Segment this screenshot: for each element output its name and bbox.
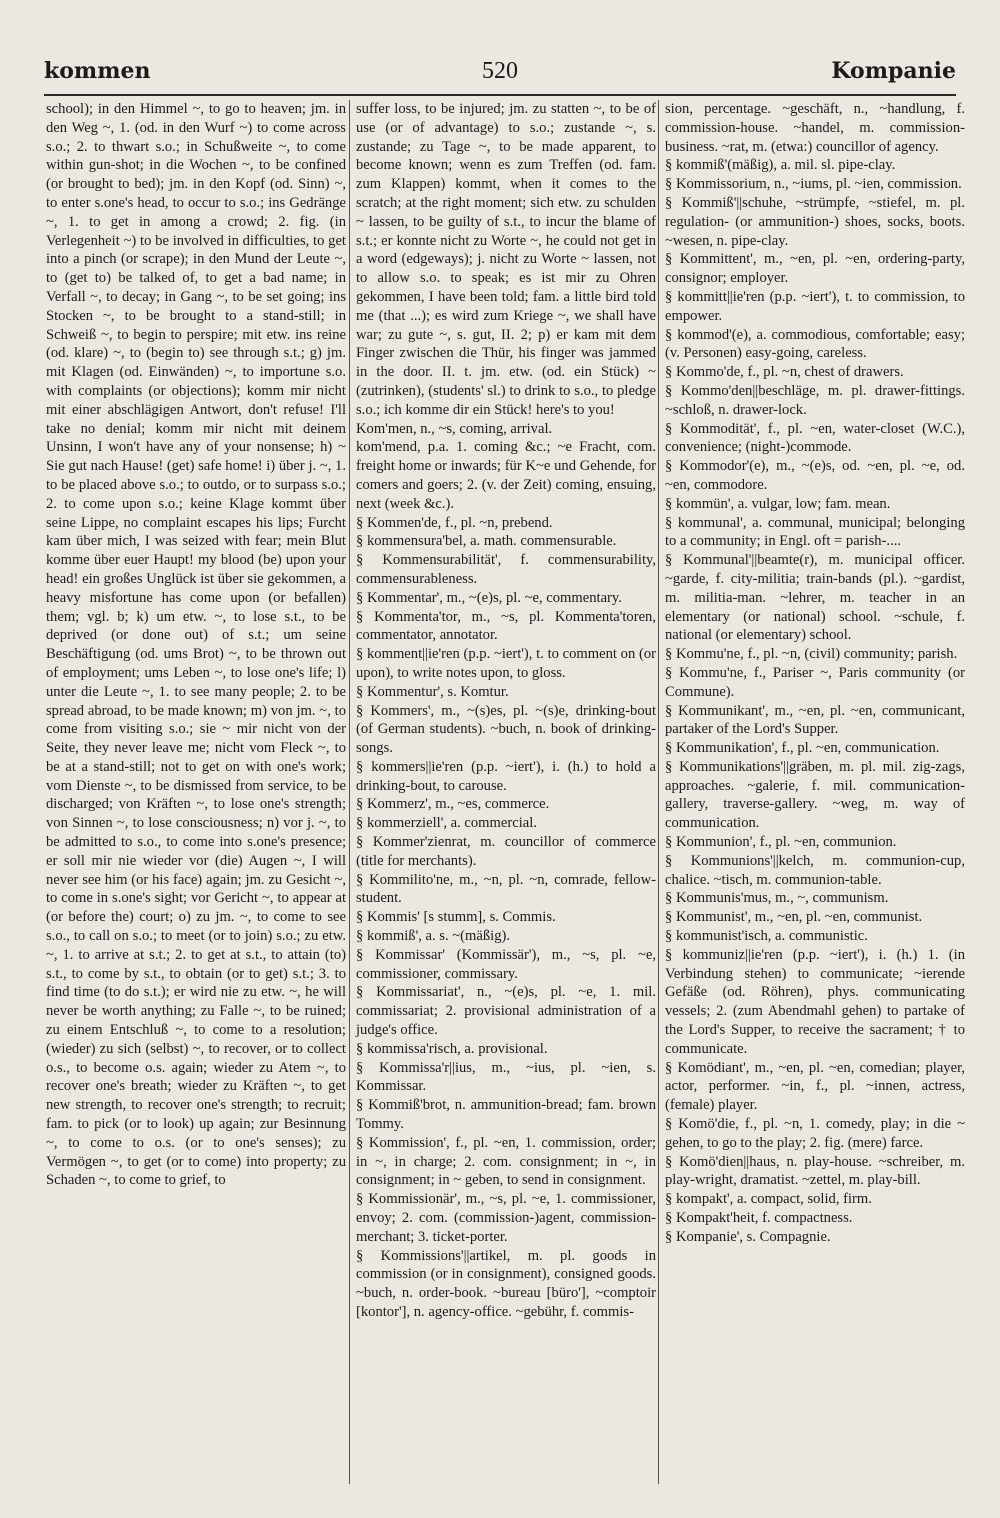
dictionary-entry: § kommensura'bel, a. math. commensurable. [356,533,617,550]
column-divider [658,100,659,1484]
entry-text: school); in den Himmel ~, to go to heaven; jm. in den Weg ~, 1. (od. in den Wurf ~) to come across s.o.; 2. to thwart s.o.; in Schußweite ~, to come within gun-shot; in die Wochen ~, to be confined (or brought to bed); jm. in den Kopf (od. Sinn) ~, to enter s.one's head, to occur to s.o.; ins Gedränge ~, 1. to get in among a crowd; 2. fig. (in Verlegenheit ~) to be involved in difficulties, to get into a pinch (or scrape); in den Mund der Leute ~, to (get to) be talked of, to get a bad name; in Verfall ~, to decay; in Gang ~, to be set going; ins Stocken ~, to be brought to a stand-still; in Schweiß ~, to begin to perspire; mit etw. ins reine (od. klare) ~, to (begin to) see through s.t.; g) jm. mit Klagen (od. Einwänden) ~, to importune s.o. with complaints (or objections); komm mir nicht mit einer abschlägigen Antwort, don't refuse! I'll take no denial; komm mir nicht mit deinem Unsinn, I won't have any of your nonsense; h) ~ Sie gut nach Hause! (get) safe home! i) über j. ~, 1. to be placed above s.o.; to outdo, or to surpass s.o.; 2. to come upon s.o.; keine Klage kommt über seine Lippe, no complaint escapes his lips; Furcht kam über mich, I was seized with fear; mein Blut komme über euer Haupt! my blood (be) upon your head! ein großes Unglück ist über sie gekommen, a heavy misfortune has come upon (or befallen) them; vgl. b; k) um etw. ~, to lose s.t., to be deprived (or done out) of s.t.; um seine Beschäftigung (od. ums Brot) ~, to be thrown out of employment; ums Leben ~, to lose one's life; l) unter die Leute ~, 1. to see many people; 2. to be spread abroad, to be made known; m) von jm. ~, to come from visiting s.o.; sie ~ mir nicht von der Seite, they never leave me; nicht vom Fleck ~, to be at a stand-still; not to get on with one's work; vom Dienste ~, to be dismissed from service, to be discharged; von Kräften ~, to lose one's strength; von Sinnen ~, to lose consciousness; n) vor j. ~, to be admitted to s.o., to come into s.one's presence; er soll mir nie wieder vor (die) Augen ~, I will never see him (or his face) again; jm. zu Gesicht ~, to come in s.one's sight; vor Gericht ~, to appear at (or before the) court; o) zu jm. ~, to come to see s.o., to call on s.o.; to meet (or to join) s.o.; zu etw. ~, 1. to arrive at s.t.; 2. to get at s.t., to attain (to) s.t., to come by s.t., to obtain (or to get) s.t.; 3. to find time (to do s.t.); er wird nie zu etw. ~, he will never be worth anything; zu Falle ~, to be ruined; zu einem Entschluß ~, to come to a resolution; (wieder) zu sich (selbst) ~, to recover, or to collect o.s., to become o.s. again; wieder zu Atem ~, to recover one's breath; wieder zu Kräften ~, to get new strength, to recover one's strength; to recruit; fam. to pick (or to look) up again; zur Besinnung ~, to come to o.s. (or to one's senses); zu Vermögen ~, to get (or to come) into property; zu Schaden ~, to come to grief, to [46,101,346,1189]
dictionary-entry: § kommün', a. vulgar, low; fam. mean. [665,495,891,512]
dictionary-entry: § komment||ie'ren (p.p. ~iert'), t. to comment on (or upon), to write notes upon, to gloss. [356,646,656,681]
dictionary-entry: § kommiß'(mäßig), a. mil. sl. pipe-clay. [665,157,896,174]
header-rule [44,94,956,96]
dictionary-entry: § Komö'die, f., pl. ~n, 1. comedy, play; in die ~ gehen, to go to the play; 2. fig. (mere) farce. [665,1116,965,1151]
dictionary-entry: § Kommunikation', f., pl. ~en, communication. [665,740,940,757]
dictionary-entry: § kommers||ie'ren (p.p. ~iert'), i. (h.) to hold a drinking-bout, to carouse. [356,758,656,794]
dictionary-entry: § Kommiß'||schuhe, ~strümpfe, ~stiefel, m. pl. regulation- (or ammunition-) shoes, socks, boots. ~wesen, n. pipe-clay. [665,194,965,249]
dictionary-entry: § Kommu'ne, f., Pariser ~, Paris community (or Commune). [665,664,965,700]
column-divider [349,100,350,1484]
dictionary-entry: § Kommunikant', m., ~en, pl. ~en, communicant, partaker of the Lord's Supper. [665,702,965,738]
entry-column-1 [46,100,346,1518]
dictionary-entry: § Kommittent', m., ~en, pl. ~en, ordering-party, consignor; employer. [665,251,965,287]
dictionary-entry: § kommunist'isch, a. communistic. [665,928,868,945]
entry-column-2 [356,100,656,1518]
dictionary-entry: § Kommodität', f., pl. ~en, water-closet (W.C.), convenience; (night-)commode. [665,420,965,456]
dictionary-entry: § Kommers', m., ~(s)es, pl. ~(s)e, drinking-bout (of German students). ~buch, n. book of drinking-songs. [356,702,656,757]
dictionary-entry: § Kommunis'mus, m., ~, communism. [665,890,889,907]
dictionary-entry: § kommiß', a. s. ~(mäßig). [356,928,511,945]
dictionary-entry: § kommod'(e), a. commodious, comfortable; easy; (v. Personen) easy-going, careless. [665,326,965,362]
dictionary-entry: § Kommensurabilität', f. commensurability, commensurableness. [356,552,656,587]
dictionary-entry: § Kommunikations'||gräben, m. pl. mil. zig-zags, approaches. ~galerie, f. mil. communication-gallery, traverse-gallery. ~weg, m. way of communication. [665,758,965,832]
dictionary-entry: § Kommission', f., pl. ~en, 1. commission, order; in ~, in charge; 2. com. consignment; in ~, in consignment; in ~ geben, to send in consignment. [356,1134,656,1189]
dictionary-entry: § Kommentur', s. Komtur. [356,683,509,700]
dictionary-entry: § Kompanie', s. Compagnie. [665,1228,831,1245]
dictionary-entry: § Kommo'de, f., pl. ~n, chest of drawers. [665,364,904,381]
dictionary-entry: § kommerziell', a. commercial. [356,815,537,832]
dictionary-entry: suffer loss, to be injured; jm. zu statten ~, to be of use (or of advantage) to s.o.; zustande ~, s. zustande; zu Tage ~, to be made apparent, to become known; wenn es zum Treffen (od. fam. zum Klappen) kommt, when it comes to the scratch; at the right moment; sich etw. zu schulden ~ lassen, to be guilty of s.t., to incur the blame of s.t.; er konnte nicht zu Worte ~, he could not get in a word (edgeways); j. nicht zu Worte ~ lassen, not to allow s.o. to speak; es ist mir zu Ohren gekommen, I have been told; fam. a little bird told me (that ...); es wird zum Kriege ~, we shall have war; zu gute ~, s. gut, II. 2; p) er kam mit dem Finger zwischen die Thür, his finger was jammed in the door. II. t. jm. etw. (od. ein Stück) ~ (zutrinken), (students' sl.) to drink to s.o., to pledge s.o.; ich komme dir ein Stück! here's to you! [356,101,656,418]
dictionary-entry: § Kommiß'brot, n. ammunition-bread; fam. brown Tommy. [356,1097,656,1133]
dictionary-entry: § kommunal', a. communal, municipal; belonging to a community; in Engl. oft = parish-.... [665,514,965,550]
dictionary-entry: § Kommissar' (Kommissär'), m., ~s, pl. ~e, commissioner, commissary. [356,946,656,982]
dictionary-entry: § Kommissorium, n., ~iums, pl. ~ien, commission. [665,176,962,193]
dictionary-entry: § Kommunist', m., ~en, pl. ~en, communist. [665,909,923,926]
dictionary-entry: § Kommissa'r||ius, m., ~ius, pl. ~ien, s. Kommissar. [356,1059,656,1095]
dictionary-entry: § Kommu'ne, f., pl. ~n, (civil) community; parish. [665,646,958,663]
dictionary-entry: § Kommo'den||beschläge, m. pl. drawer-fittings. ~schloß, n. drawer-lock. [665,382,965,418]
dictionary-entry: § Kommissions'||artikel, m. pl. goods in commission (or in consignment), consigned goods. ~buch, n. order-book. ~bureau [büro'], ~comptoir [kontor'], n. agency-office. ~gebühr, f. commis- [356,1247,656,1320]
dictionary-entry: § Kommilito'ne, m., ~n, pl. ~n, comrade, fellow-student. [356,871,656,907]
dictionary-entry: § Komödiant', m., ~en, pl. ~en, comedian; player, actor, performer. ~in, f., pl. ~innen, actress, (female) player. [665,1059,965,1114]
dictionary-entry: § Kommentar', m., ~(e)s, pl. ~e, commentary. [356,589,622,606]
dictionary-entry: § kommitt||ie'ren (p.p. ~iert'), t. to commission, to empower. [665,288,965,324]
dictionary-entry: § Kommis' [s stumm], s. Commis. [356,909,556,926]
dictionary-entry: § Kompakt'heit, f. compactness. [665,1210,853,1227]
dictionary-entry: § Kommissionär', m., ~s, pl. ~e, 1. commissioner, envoy; 2. com. (commission-)agent, commission-merchant; 3. ticket-porter. [356,1191,656,1245]
dictionary-entry: § Kommunion', f., pl. ~en, communion. [665,834,897,851]
running-header [44,56,956,90]
dictionary-entry: Kom'men, n., ~s, coming, arrival. [356,420,553,437]
dictionary-entry: § kommissa'risch, a. provisional. [356,1040,548,1057]
header-last-word: Kompanie [831,58,956,84]
dictionary-entry: § Kommerz', m., ~es, commerce. [356,796,550,813]
dictionary-entry: § Kommunions'||kelch, m. communion-cup, chalice. ~tisch, m. communion-table. [665,852,965,888]
header-first-word: kommen [44,58,151,84]
dictionary-entry: § Kommodor'(e), m., ~(e)s, od. ~en, pl. ~e, od. ~en, commodore. [665,458,965,493]
dictionary-entry: § Kommenta'tor, m., ~s, pl. Kommenta'toren, commentator, annotator. [356,608,656,644]
page-number: 520 [482,58,518,84]
dictionary-entry: § Komö'dien||haus, n. play-house. ~schreiber, m. play-wright, dramatist. ~zettel, m. play-bill. [665,1153,965,1189]
dictionary-entry: § Kommissariat', n., ~(e)s, pl. ~e, 1. mil. commissariat; 2. provisional administration of a judge's office. [356,984,656,1039]
dictionary-entry: sion, percentage. ~geschäft, n., ~handlung, f. commission-house. ~handel, m. commission-business. ~rat, m. (etwa:) councillor of agency. [665,101,965,155]
dictionary-entry: § Kommen'de, f., pl. ~n, prebend. [356,514,553,531]
dictionary-entry: § Kommer'zienrat, m. councillor of commerce (title for merchants). [356,834,656,869]
entry-column-3 [665,100,965,1518]
dictionary-entry: § Kommunal'||beamte(r), m. municipal officer. ~garde, f. city-militia; train-bands (pl.). ~gardist, m. militia-man. ~lehrer, m. teacher in an elementary (or national) school. ~schule, f. national (or elementary) school. [665,552,965,644]
dictionary-entry: § kompakt', a. compact, solid, firm. [665,1191,872,1208]
dictionary-entry: § kommuniz||ie'ren (p.p. ~iert'), i. (h.) 1. (in Verbindung stehen) to communicate; ~ierende Gefäße (od. Röhren), phys. communicating vessels; 2. (zum Abendmahl gehen) to partake of the Lord's Supper, to receive the sacrament; † to communicate. [665,946,965,1057]
dictionary-entry: kom'mend, p.a. 1. coming &c.; ~e Fracht, com. freight home or inwards; für K~e und Gehende, for comers and goers; 2. (v. der Zeit) coming, ensuing, next (week &c.). [356,439,656,512]
